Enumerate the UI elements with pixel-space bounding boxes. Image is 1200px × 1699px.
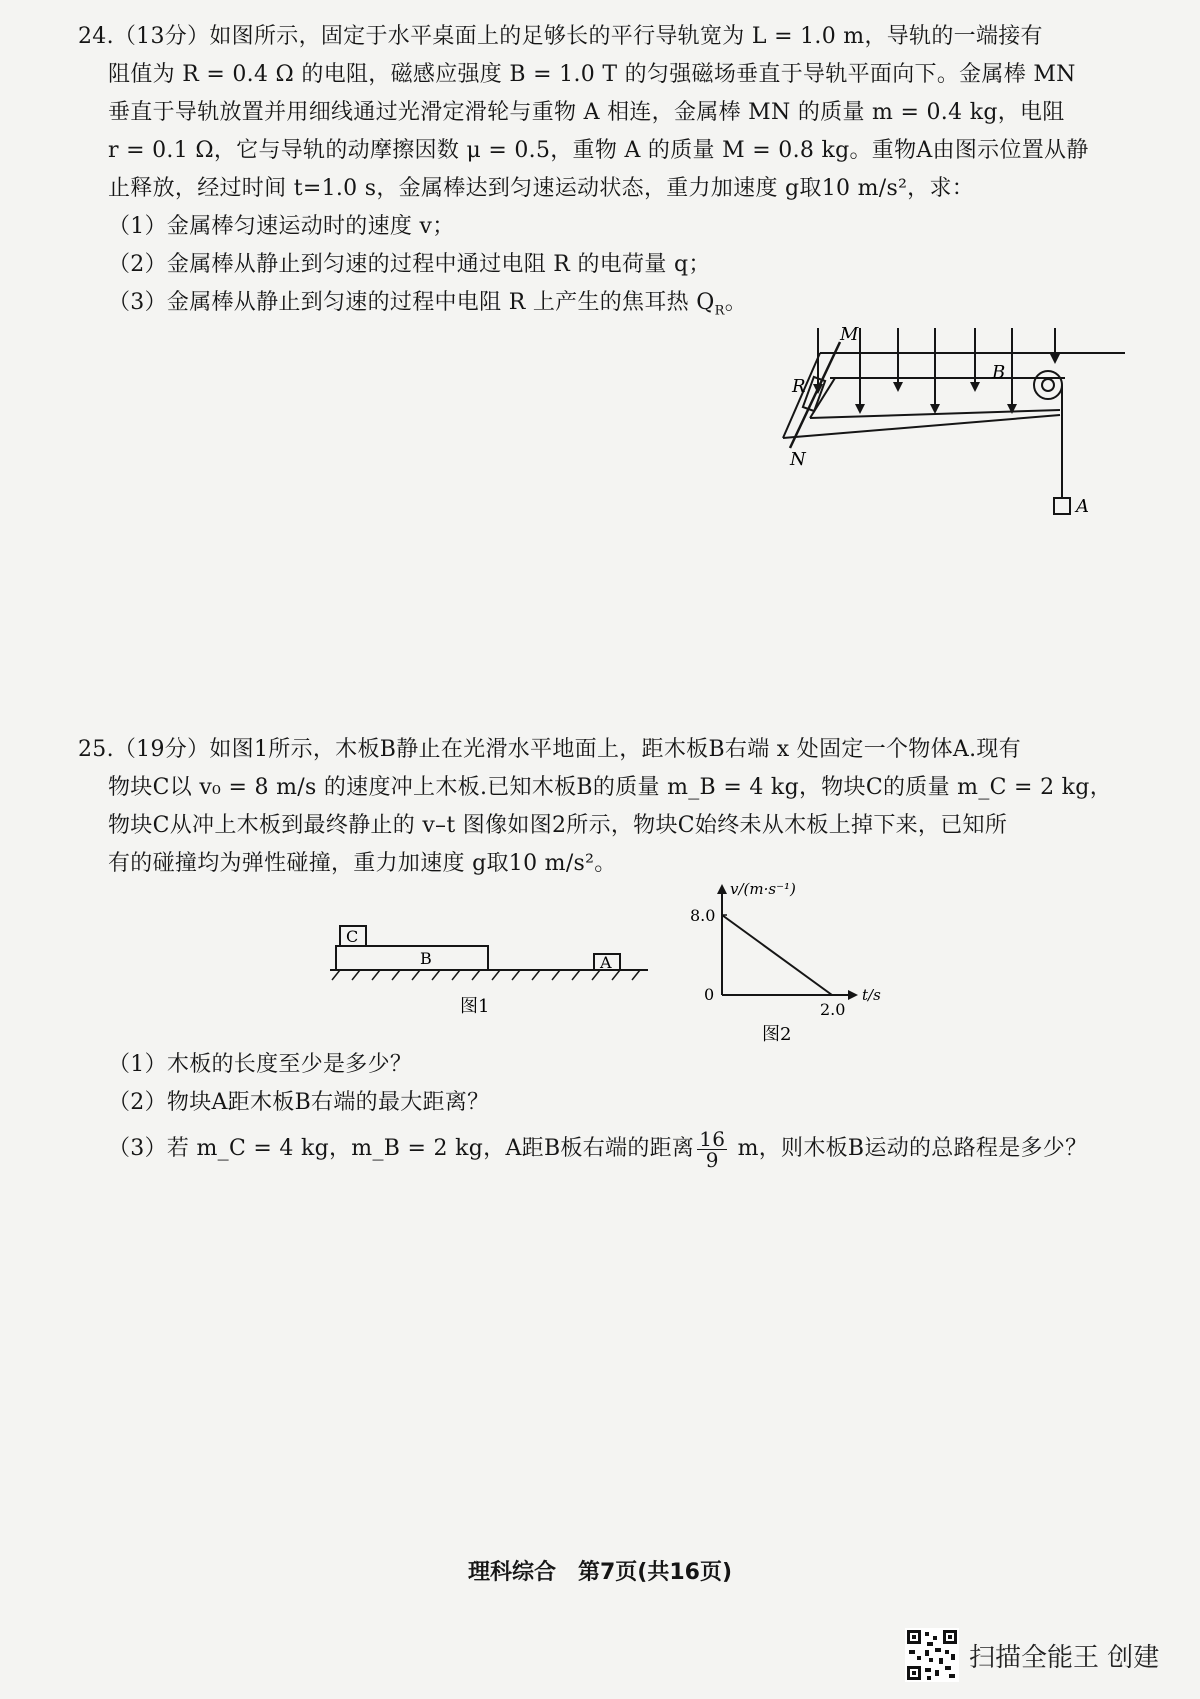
- q25-sub-2: （2）物块A距木板B右端的最大距离？: [108, 1090, 490, 1115]
- chart-x-label: t/s: [862, 986, 881, 1004]
- pulley: [1034, 371, 1062, 399]
- q25-sub-3-text: （3）若 m_C = 4 kg，m_B = 2 kg，A距B板右端的距离: [108, 1136, 695, 1161]
- pulley-axle: [1042, 379, 1054, 391]
- q25-figure-1: [330, 920, 650, 1020]
- fig1-label-B: B: [420, 949, 432, 968]
- fig2-caption: 图2: [762, 1024, 792, 1045]
- vt-series-line: [722, 915, 832, 995]
- fraction-numerator: 16: [699, 1126, 726, 1151]
- q24-line-2: 阻值为 R = 0.4 Ω 的电阻，磁感应强度 B = 1.0 T 的匀强磁场垂直于导轨平面向下。金属棒 MN: [108, 62, 1076, 87]
- q25-sub-1: （1）木板的长度至少是多少？: [108, 1052, 413, 1077]
- q24-line-5: 止释放，经过时间 t=1.0 s，金属棒达到匀速运动状态，重力加速度 g取10 m/s²，求：: [108, 176, 975, 201]
- q25-sub-3: [108, 1126, 1087, 1172]
- y-axis-arrow: [717, 884, 727, 894]
- page-footer: 理科综合 第7页(共16页): [467, 1560, 733, 1585]
- fraction-16-9: [697, 1126, 727, 1172]
- camscanner-watermark: [905, 1628, 1159, 1682]
- q24-figure: [780, 320, 1130, 540]
- board-B: [336, 946, 488, 970]
- label-N: N: [790, 449, 806, 470]
- chart-y-label: v/(m·s⁻¹): [730, 880, 796, 898]
- q24-line-3: 垂直于导轨放置并用细线通过光滑定滑轮与重物 A 相连，金属棒 MN 的质量 m = 0.4 kg，电阻: [108, 100, 1065, 125]
- q24-sub-1: （1）金属棒匀速运动时的速度 v；: [108, 214, 455, 239]
- fig1-label-A: A: [600, 953, 612, 972]
- q24-sub-3-text: （3）金属棒从静止到匀速的过程中电阻 R 上产生的焦耳热 Q: [108, 290, 715, 315]
- q25-line-3: 物块C从冲上木板到最终静止的 v–t 图像如图2所示，物块C始终未从木板上掉下来，已知所: [108, 813, 1008, 838]
- label-M: M: [840, 324, 859, 345]
- arrow-heads: [813, 354, 1060, 414]
- q25-line-1: 25.（19分）如图1所示，木板B静止在光滑水平地面上，距木板B右端 x 处固定一个物体A.现有: [78, 737, 1021, 762]
- camscanner-text: 扫描全能王 创建: [969, 1642, 1160, 1673]
- q24-sub-3-end: 。: [724, 290, 747, 315]
- chart-origin: 0: [704, 985, 715, 1004]
- q25-line-2: 物块C以 v₀ = 8 m/s 的速度冲上木板.已知木板B的质量 m_B = 4 kg，物块C的质量 m_C = 2 kg，: [108, 775, 1112, 800]
- q25-line-4: 有的碰撞均为弹性碰撞，重力加速度 g取10 m/s²。: [108, 851, 617, 876]
- ground-hatch: [332, 970, 640, 980]
- fraction-denominator: 9: [705, 1147, 719, 1172]
- x-axis-arrow: [848, 990, 858, 1000]
- fig1-label-C: C: [346, 927, 359, 946]
- q25-sub-3-end: m，则木板B运动的总路程是多少？: [730, 1136, 1088, 1161]
- label-B: B: [992, 362, 1006, 383]
- qr-code-icon: [905, 1628, 959, 1682]
- fig1-caption: 图1: [460, 996, 490, 1017]
- q24-line-4: r = 0.1 Ω，它与导轨的动摩擦因数 μ = 0.5，重物 A 的质量 M = 0.8 kg。重物A由图示位置从静: [108, 138, 1089, 163]
- q25-figure-2-chart: [690, 880, 890, 1050]
- weight-A: [1054, 498, 1070, 514]
- chart-y-tick-label: 8.0: [690, 906, 716, 925]
- q24-line-1: 24.（13分）如图所示，固定于水平桌面上的足够长的平行导轨宽为 L = 1.0 m，导轨的一端接有: [78, 24, 1043, 49]
- q24-sub-3-subscript: R: [714, 303, 725, 319]
- chart-x-tick-label: 2.0: [820, 1000, 846, 1019]
- label-A: A: [1076, 496, 1089, 517]
- q24-sub-3: [108, 288, 747, 326]
- label-R: R: [792, 376, 806, 397]
- q24-sub-2: （2）金属棒从静止到匀速的过程中通过电阻 R 的电荷量 q；: [108, 252, 711, 277]
